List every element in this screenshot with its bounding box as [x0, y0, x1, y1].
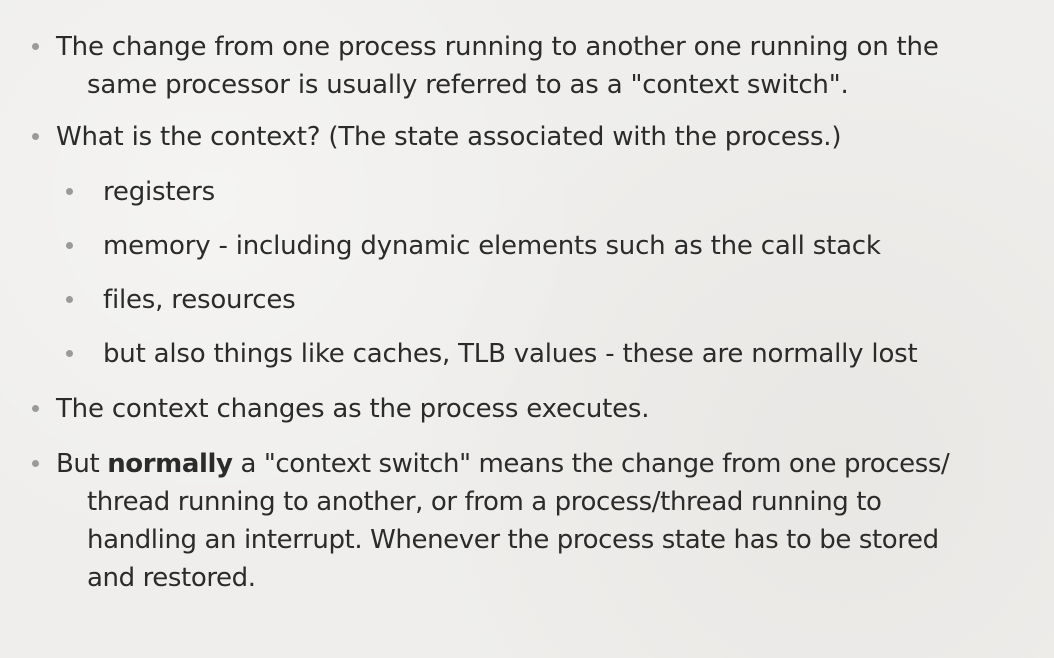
- bullet-text-trail: a "context switch" means the change from one process/: [232, 449, 950, 479]
- sub-bullet-item: [103, 173, 215, 211]
- sub-bullet-dot: [66, 296, 73, 303]
- sub-bullet-text: registers: [103, 177, 216, 207]
- sub-bullet-text: but also things like caches, TLB values - these are normally lost: [103, 339, 918, 369]
- bullet-text: The context changes as the process executes.: [56, 394, 650, 424]
- bullet-dot: [32, 43, 39, 50]
- bullet-item: [56, 445, 949, 597]
- bullet-text-emphasis: normally: [107, 449, 233, 479]
- bullet-text-continued: and restored.: [87, 563, 256, 593]
- bullet-text-continued: thread running to another, or from a process/thread running to: [87, 487, 882, 517]
- sub-bullet-item: [103, 281, 295, 319]
- sub-bullet-text: files, resources: [103, 285, 296, 315]
- bullet-text: The change from one process running to another one running on the: [56, 32, 939, 62]
- bullet-item: [56, 118, 841, 156]
- bullet-dot: [32, 133, 39, 140]
- bullet-text-continued: handling an interrupt. Whenever the process state has to be stored: [87, 525, 939, 555]
- bullet-item: [56, 28, 939, 104]
- bullet-dot: [32, 460, 39, 467]
- bullet-text: What is the context? (The state associated with the process.): [56, 122, 842, 152]
- bullet-dot: [32, 405, 39, 412]
- sub-bullet-dot: [66, 350, 73, 357]
- sub-bullet-dot: [66, 242, 73, 249]
- sub-bullet-item: [103, 335, 918, 373]
- bullet-text: [56, 445, 949, 483]
- bullet-text-continued: same processor is usually referred to as a "context switch".: [87, 70, 849, 100]
- bullet-item: [56, 390, 649, 428]
- bullet-text-lead: But: [56, 449, 108, 479]
- sub-bullet-text: memory - including dynamic elements such as the call stack: [103, 231, 881, 261]
- sub-bullet-dot: [66, 188, 73, 195]
- sub-bullet-item: [103, 227, 881, 265]
